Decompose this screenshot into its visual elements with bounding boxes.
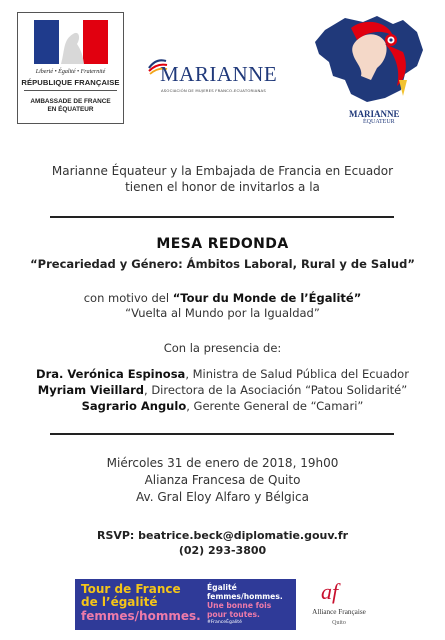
presence-intro: Con la presencia de: [163, 341, 282, 355]
republique-name: RÉPUBLIQUE FRANÇAISE [21, 78, 120, 87]
banner-line2: de l’égalité [81, 595, 158, 609]
marianne-equateur-title: MARIANNE [349, 109, 400, 119]
republique-francaise-logo [17, 12, 124, 124]
event-motivo [0, 291, 445, 321]
guest-role: , Gerente General de “Camari” [186, 399, 364, 413]
banner-line1: Tour de France [81, 582, 181, 596]
event-address: Av. Gral Eloy Alfaro y Bélgica [136, 490, 309, 504]
ambassade-line1: AMBASSADE DE FRANCE [30, 98, 111, 105]
guest-name: Dra. Verónica Espinosa [36, 367, 186, 381]
event-date: Miércoles 31 de enero de 2018, 19h00 [106, 456, 339, 470]
motivo-translation: “Vuelta al Mundo por la Igualdad” [125, 306, 320, 320]
alliance-name: Alliance Française [312, 608, 366, 616]
guest-name: Myriam Vieillard [37, 383, 145, 397]
banner-box2a: Une bonne fois [207, 601, 272, 610]
divider [24, 90, 117, 91]
rsvp-email[interactable]: RSVP: beatrice.beck@diplomatie.gouv.fr [96, 529, 349, 542]
ambassade-label [18, 98, 123, 114]
banner-box1a: Égalité [207, 583, 237, 592]
ecuador-map-marianne-icon [305, 10, 435, 110]
alliance-city: Quito [332, 620, 346, 626]
banner-box1b: femmes/hommes. [207, 591, 283, 601]
tour-de-france-egalite-banner [75, 579, 296, 630]
middle-divider [50, 433, 394, 435]
marianne-equateur-logo [305, 10, 435, 130]
guest-role: , Ministra de Salud Pública del Ecuador [185, 367, 409, 381]
guest-name: Sagrario Angulo [81, 399, 187, 413]
top-divider [50, 216, 394, 218]
event-subtitle: “Precariedad y Género: Ámbitos Laboral, Rural y de Salud” [30, 257, 415, 271]
rsvp-block [0, 528, 445, 558]
intro-text [0, 163, 445, 195]
banner-box-line2 [207, 602, 271, 619]
event-venue: Alianza Francesa de Quito [144, 473, 301, 487]
ambassade-line2: EN ÉQUATEUR [47, 106, 94, 113]
banner-box2b: pour toutes. [207, 609, 260, 619]
event-details [0, 455, 445, 506]
banner-hashtag: #FranceÉgalité [207, 620, 242, 625]
alliance-francaise-logo [309, 577, 369, 633]
motivo-prefix: con motivo del [83, 291, 173, 305]
guest-list [0, 366, 445, 414]
marianne-tagline: ASOCIACIÓN DE MUJERES FRANCO-ECUATORIANAS [161, 88, 266, 93]
french-flag-icon [34, 20, 108, 64]
guest-role: , Directora de la Asociación “Patou Solidarité” [144, 383, 408, 397]
marianne-wordmark: MARIANNE [160, 62, 278, 86]
banner-box-line1 [207, 584, 283, 601]
af-mark-icon: af [321, 579, 339, 604]
guest-item [0, 382, 445, 398]
marianne-equateur-sub: ÉQUATEUR [363, 119, 395, 125]
banner-line3: femmes/hommes. [81, 609, 201, 623]
guest-item [0, 398, 445, 414]
banner-title [81, 583, 181, 609]
event-title: MESA REDONDA [156, 236, 289, 252]
guest-item [0, 366, 445, 382]
republique-motto: Liberté • Égalité • Fraternité [35, 69, 106, 75]
intro-line2: tienen el honor de invitarlos a la [125, 180, 320, 194]
marianne-logo [148, 52, 278, 102]
intro-line1: Marianne Équateur y la Embajada de Francia en Ecuador [51, 164, 394, 178]
motivo-name: “Tour du Monde de l’Égalité” [172, 291, 362, 305]
rsvp-phone[interactable]: (02) 293-3800 [178, 544, 267, 557]
